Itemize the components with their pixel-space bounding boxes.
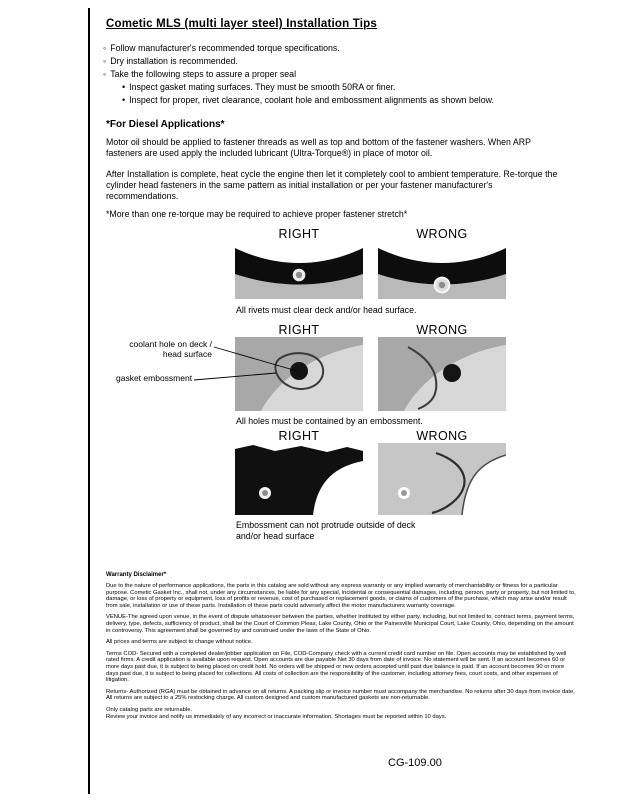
hole-not-contained-image: [378, 337, 506, 411]
legal-paragraph: VENUE-The agreed upon venue, in the event of dispute whatsoever between the parties, whether instituted by either party, including, but not limited to, contract terms, payment terms, delivery, type, defects, sufficiency of product, shall be the Court of Common Pleas, Lake County, Ohio or the Painesville Municipal Court, Lake County, Ohio, depending on the amount in controversy. This agreement shall be governed by and construed under the laws of the State of Ohio.: [106, 614, 575, 634]
row3-wrong-label: WRONG: [416, 429, 468, 443]
embossment-protruding-image: [378, 443, 506, 515]
row2-wrong-label: WRONG: [416, 323, 468, 337]
legal-section: [106, 572, 576, 725]
diesel-paragraph-2: After Installation is complete, heat cycle the engine then let it completely cool to ambient temperature. Re-torque the cylinder head fasteners in the same pattern as initial installation or per your fastener manufacturer's recommendations.: [106, 169, 558, 201]
row3-caption: Embossment can not protrude outside of deck and/or head surface: [236, 520, 416, 541]
row1-right-label: RIGHT: [278, 227, 320, 241]
embossment-inside-image: [235, 443, 363, 515]
row1-caption: All rivets must clear deck and/or head surface.: [236, 305, 417, 315]
tip-text: Follow manufacturer's recommended torque specifications.: [110, 43, 340, 53]
row1-wrong-label: WRONG: [416, 227, 468, 241]
diesel-applications-heading: *For Diesel Applications*: [106, 119, 225, 130]
protrusion-right-diagram: [235, 443, 363, 515]
legal-paragraph: All prices and terms are subject to change without notice.: [106, 639, 253, 646]
protrusion-wrong-diagram: [378, 443, 506, 515]
sub-tip-text: Inspect for proper, rivet clearance, coolant hole and embossment alignments as shown below.: [129, 95, 494, 105]
legal-paragraph: Due to the nature of performance applications, the parts in this catalog are sold without any express warranty or any implied warranty of merchantability or fitness for a particular purpose. Cometic Gasket Inc., shall not, under any circumstances, be liable for any special, incidental or consequential damages, including, person, party or property, but not limited to, damage, or loss of property or equipment, loss of profits or revenue, cost of purchased or replacement goods, or claims of customers of the purchase, which may arise and/or result from sale, installation or use of these parts. Installation of these parts could adversely affect the motor manufacturers warranty coverage.: [106, 583, 576, 609]
tip-item: [103, 42, 494, 55]
coolant-hole-callout-label: coolant hole on deck / head surface: [129, 339, 212, 359]
row3-right-label: RIGHT: [278, 429, 320, 443]
rivet-wrong-diagram: [378, 242, 506, 299]
retorque-note: *More than one re-torque may be required to achieve proper fastener stretch*: [106, 209, 408, 219]
tip-text: Take the following steps to assure a proper seal: [110, 69, 297, 79]
tip-item: [103, 68, 494, 81]
sub-tip-item: [122, 94, 494, 107]
circle-bullet-icon: ◦: [103, 69, 107, 79]
dot-bullet-icon: •: [122, 82, 126, 92]
embossment-wrong-diagram: [378, 337, 506, 411]
dot-bullet-icon: •: [122, 95, 126, 105]
row2-right-label: RIGHT: [278, 323, 320, 337]
row2-caption: All holes must be contained by an embossment.: [236, 416, 423, 426]
sub-tip-text: Inspect gasket mating surfaces. They must be smooth 50RA or finer.: [129, 82, 396, 92]
doc-title: Cometic MLS (multi layer steel) Installation Tips: [106, 18, 377, 30]
rivet-right-diagram: [235, 242, 363, 299]
diesel-paragraph-1: Motor oil should be applied to fastener threads as well as top and bottom of the fastener washers. When ARP fasteners are used apply the included lubricant (Ultra-Torque®) in place of motor oil.: [106, 137, 531, 158]
legal-paragraph: Terms COD- Secured with a completed dealer/jobber application on File, COD-Company check with a current credit card number on file. Open accounts may be established by well rated firms. A credit application is available upon request. Open accounts are due payable Net 30 days from date of invoice. No statement will be sent. If an account becomes 60 or more days past due, it is subject to being placed on credit hold. No orders will be shipped or new orders accepted until past due balance is paid. If an account becomes 90 or more days past due, it is subject to being placed for collections. All costs of collection are the responsibility of the customer, including attorney fees, court costs, and other expenses of litigation.: [106, 650, 567, 684]
callout-pointer-lines: [110, 335, 310, 415]
legal-paragraph: Review your invoice and notify us immediately of any incorrect or inaccurate information. Shortages must be reported within 10 days.: [106, 713, 447, 720]
circle-bullet-icon: ◦: [103, 43, 107, 53]
legal-paragraph: Returns- Authorized (RGA) must be obtained in advance on all returns. A packing slip or invoice number must accompany the merchandise. No returns after 30 days from invoice date. All returns are subject to a 25% restocking charge. All custom designed and custom manufactured gaskets are non-returnable.: [106, 688, 575, 702]
catalog-page-code: CG-109.00: [388, 757, 442, 769]
legal-paragraph: Only catalog parts are returnable.: [106, 706, 193, 713]
gasket-embossment-callout-label: gasket embossment: [116, 373, 193, 383]
tip-item: [103, 55, 494, 68]
rivet-clear-image: [235, 242, 363, 299]
circle-bullet-icon: ◦: [103, 56, 107, 66]
sub-tip-item: [122, 81, 494, 94]
rivet-touching-image: [378, 242, 506, 299]
tip-text: Dry installation is recommended.: [110, 56, 238, 66]
tips-list: [103, 42, 494, 107]
warranty-disclaimer-heading: Warranty Disclaimer*: [106, 572, 167, 578]
page-left-rule: [88, 8, 90, 794]
